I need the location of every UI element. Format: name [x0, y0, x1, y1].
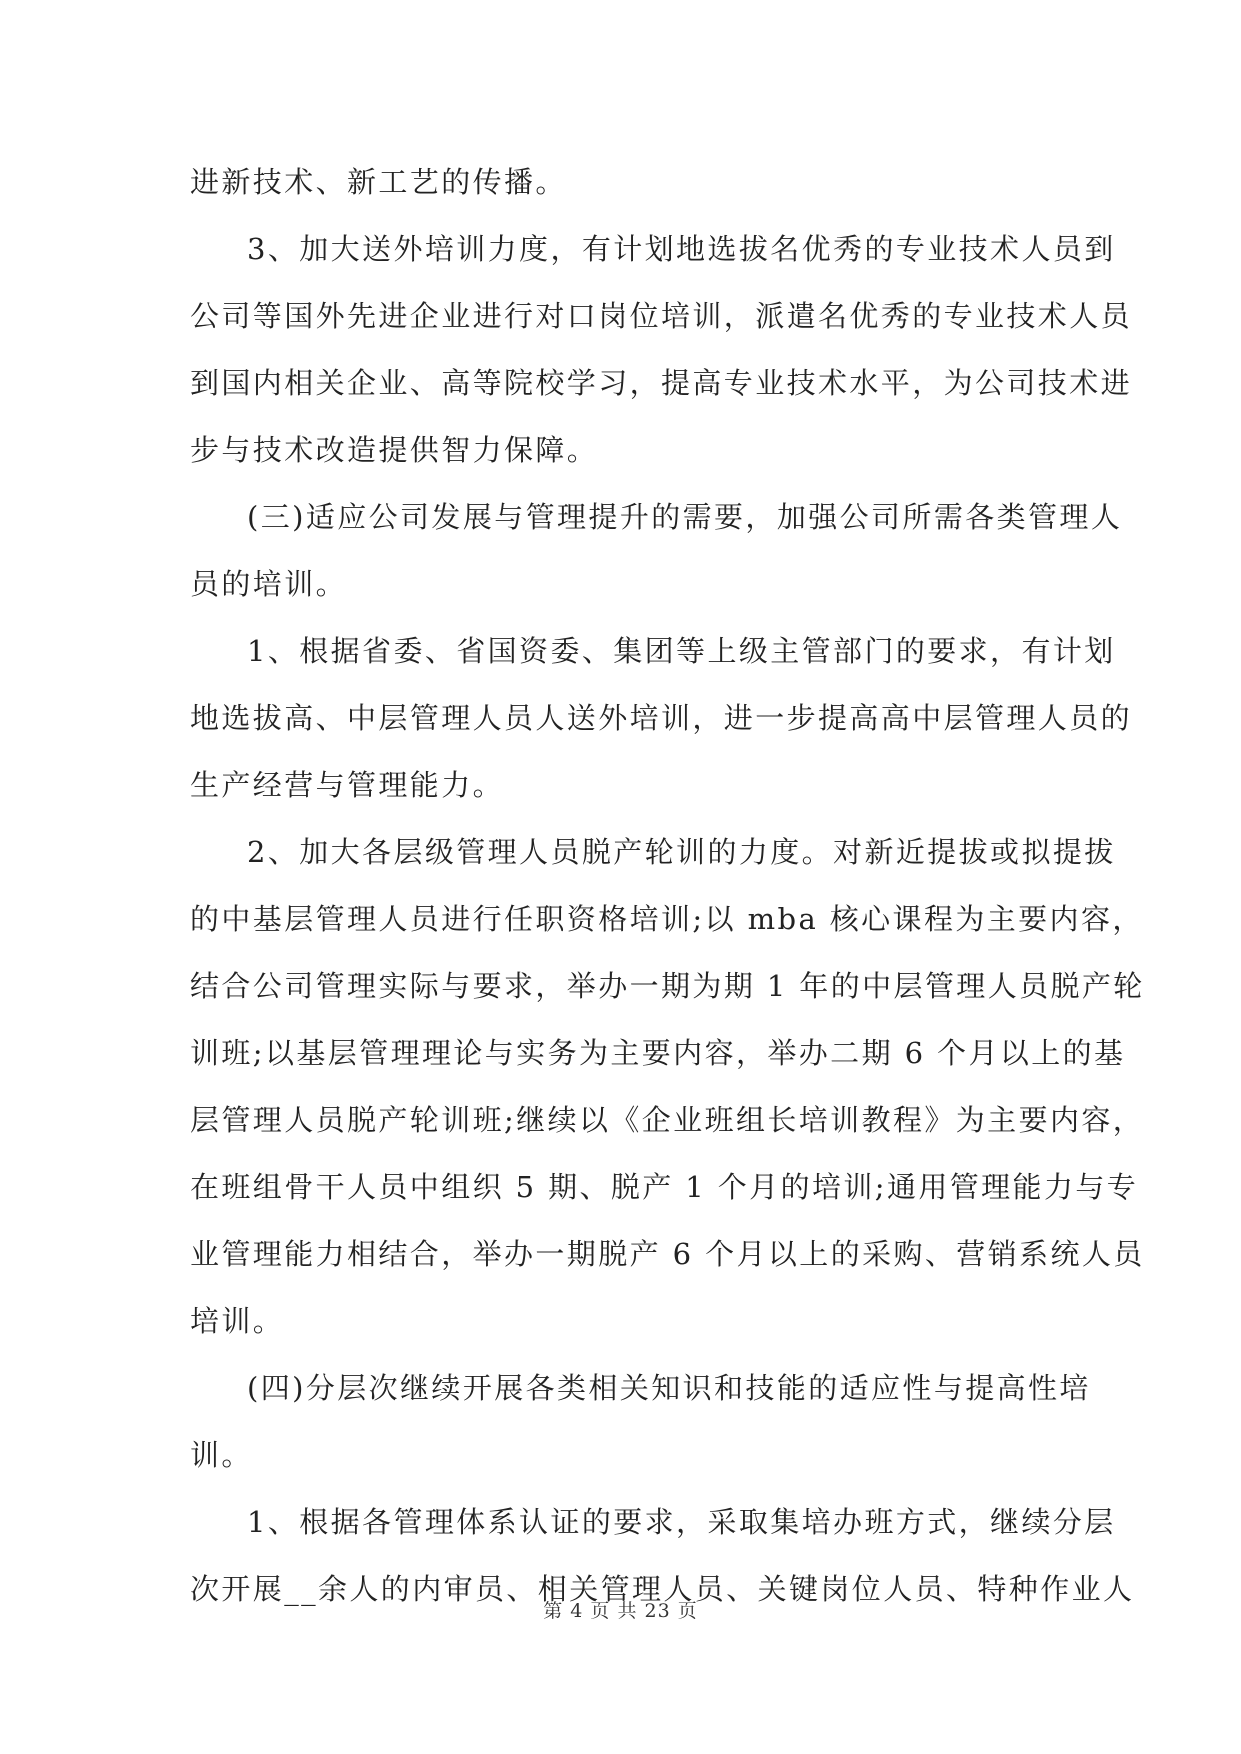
text-line: 2、加大各层级管理人员脱产轮训的力度。对新近提拔或拟提拔 [247, 835, 1116, 869]
text-line: 的中基层管理人员进行任职资格培训;以 mba 核心课程为主要内容， [190, 902, 1144, 936]
text-line: 业管理能力相结合，举办一期脱产 6 个月以上的采购、营销系统人员 [190, 1237, 1145, 1271]
text-line: 到国内相关企业、高等院校学习，提高专业技术水平，为公司技术进 [190, 366, 1133, 400]
text-line: 次开展__余人的内审员、相关管理人员、关键岗位人员、特种作业人 [190, 1572, 1135, 1606]
text-line: 训。 [190, 1438, 253, 1472]
text-line: 员的培训。 [190, 567, 348, 601]
text-line: 1、根据各管理体系认证的要求，采取集培办班方式，继续分层 [247, 1505, 1116, 1539]
text-line: 训班;以基层管理理论与实务为主要内容，举办二期 6 个月以上的基 [190, 1036, 1126, 1070]
text-line: 公司等国外先进企业进行对口岗位培训，派遣名优秀的专业技术人员 [190, 299, 1133, 333]
text-line: 地选拔高、中层管理人员人送外培训，进一步提高高中层管理人员的 [190, 701, 1133, 735]
text-line: 生产经营与管理能力。 [190, 768, 505, 802]
text-line: 结合公司管理实际与要求，举办一期为期 1 年的中层管理人员脱产轮 [190, 969, 1145, 1003]
text-line: 在班组骨干人员中组织 5 期、脱产 1 个月的培训;通用管理能力与专 [190, 1170, 1139, 1204]
text-line: 步与技术改造提供智力保障。 [190, 433, 599, 467]
text-line: (四)分层次继续开展各类相关知识和技能的适应性与提高性培 [247, 1371, 1091, 1405]
text-line: (三)适应公司发展与管理提升的需要，加强公司所需各类管理人 [247, 500, 1123, 534]
text-line: 1、根据省委、省国资委、集团等上级主管部门的要求，有计划 [247, 634, 1116, 668]
text-line: 进新技术、新工艺的传播。 [190, 165, 567, 199]
page-number-footer: 第 4 页 共 23 页 [543, 1600, 698, 1622]
text-line: 3、加大送外培训力度，有计划地选拔名优秀的专业技术人员到 [247, 232, 1116, 266]
text-line: 培训。 [190, 1304, 285, 1338]
text-line: 层管理人员脱产轮训班;继续以《企业班组长培训教程》为主要内容， [190, 1103, 1145, 1137]
